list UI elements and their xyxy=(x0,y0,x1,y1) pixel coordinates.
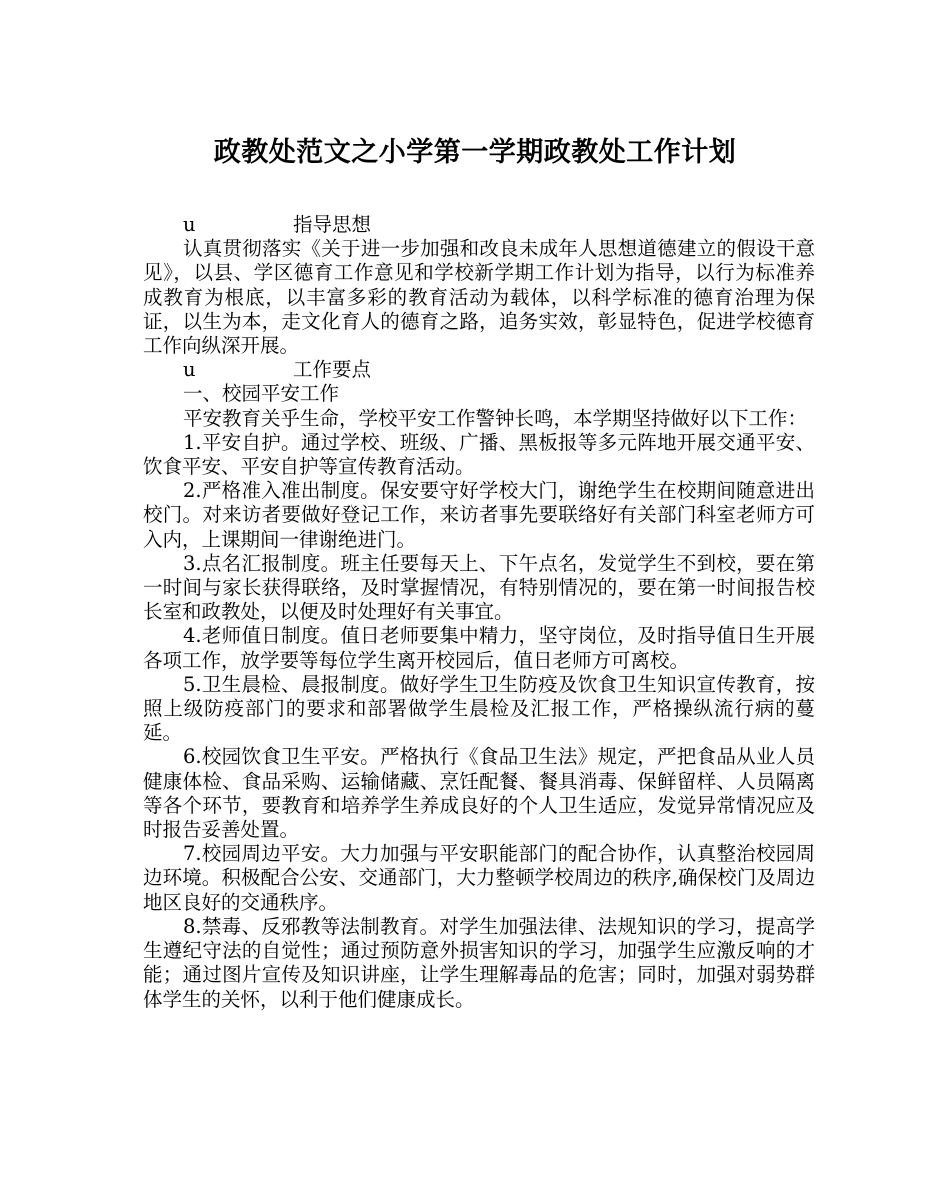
section-heading-guiding-thought xyxy=(143,213,815,237)
paragraph-safety-intro: 平安教育关乎生命，学校平安工作警钟长鸣，本学期坚持做好以下工作： xyxy=(183,406,808,430)
bullet-marker: u xyxy=(183,358,196,382)
paragraph-guiding-thought: 认真贯彻落实《关于进一步加强和改良未成年人思想道德建立的假设干意见》，以县、学区德育工作意见和学校新学期工作计划为指导，以行为标准养成教育为根底，以丰富多彩的教育活动为载体，以科学标准的德育治理为保证，以生为本，走文化育人的德育之路，追务实效，彰显特色，促进学校德育工作向纵深开展。 xyxy=(143,237,815,358)
subsection-heading-campus-safety: 一、校园平安工作 xyxy=(183,382,340,406)
document-title: 政教处范文之小学第一学期政教处工作计划 xyxy=(213,137,737,168)
paragraph-item-4: 4.老师值日制度。值日老师要集中精力，坚守岗位，及时指导值日生开展各项工作，放学要等每位学生离开校园后，值日老师方可离校。 xyxy=(143,624,815,672)
paragraph-item-5: 5.卫生晨检、晨报制度。做好学生卫生防疫及饮食卫生知识宣传教育，按照上级防疫部门的要求和部署做学生晨检及汇报工作，严格操纵流行病的蔓延。 xyxy=(143,672,815,745)
paragraph-item-1: 1.平安自护。通过学校、班级、广播、黑板报等多元阵地开展交通平安、饮食平安、平安自护等宣传教育活动。 xyxy=(143,430,815,479)
section-heading-text: 指导思想 xyxy=(293,213,372,236)
paragraph-item-7: 7.校园周边平安。大力加强与平安职能部门的配合协作，认真整治校园周边环境。积极配合公安、交通部门，大力整顿学校周边的秩序,确保校门及周边地区良好的交通秩序。 xyxy=(143,842,815,914)
paragraph-item-6: 6.校园饮食卫生平安。严格执行《食品卫生法》规定，严把食品从业人员健康体检、食品采购、运输储藏、烹饪配餐、餐具消毒、保鲜留样、人员隔离等各个环节，要教育和培养学生养成良好的个人卫生适应，发觉异常情况应及时报告妥善处置。 xyxy=(143,745,815,842)
section-heading-work-points xyxy=(143,358,815,382)
document-body xyxy=(143,213,815,1012)
paragraph-item-2: 2.严格准入准出制度。保安要守好学校大门，谢绝学生在校期间随意进出校门。对来访者要做好登记工作，来访者事先要联络好有关部门科室老师方可入内，上课期间一律谢绝进门。 xyxy=(143,479,815,551)
bullet-marker: u xyxy=(183,213,196,236)
section-heading-text: 工作要点 xyxy=(293,358,372,382)
paragraph-item-8: 8.禁毒、反邪教等法制教育。对学生加强法律、法规知识的学习，提高学生遵纪守法的自觉性；通过预防意外损害知识的学习，加强学生应激反响的才能；通过图片宣传及知识讲座，让学生理解毒品的危害；同时，加强对弱势群体学生的关怀，以利于他们健康成长。 xyxy=(143,914,815,1011)
paragraph-item-3: 3.点名汇报制度。班主任要每天上、下午点名，发觉学生不到校，要在第一时间与家长获得联络，及时掌握情况，有特别情况的，要在第一时间报告校长室和政教处，以便及时处理好有关事宜。 xyxy=(143,551,815,624)
